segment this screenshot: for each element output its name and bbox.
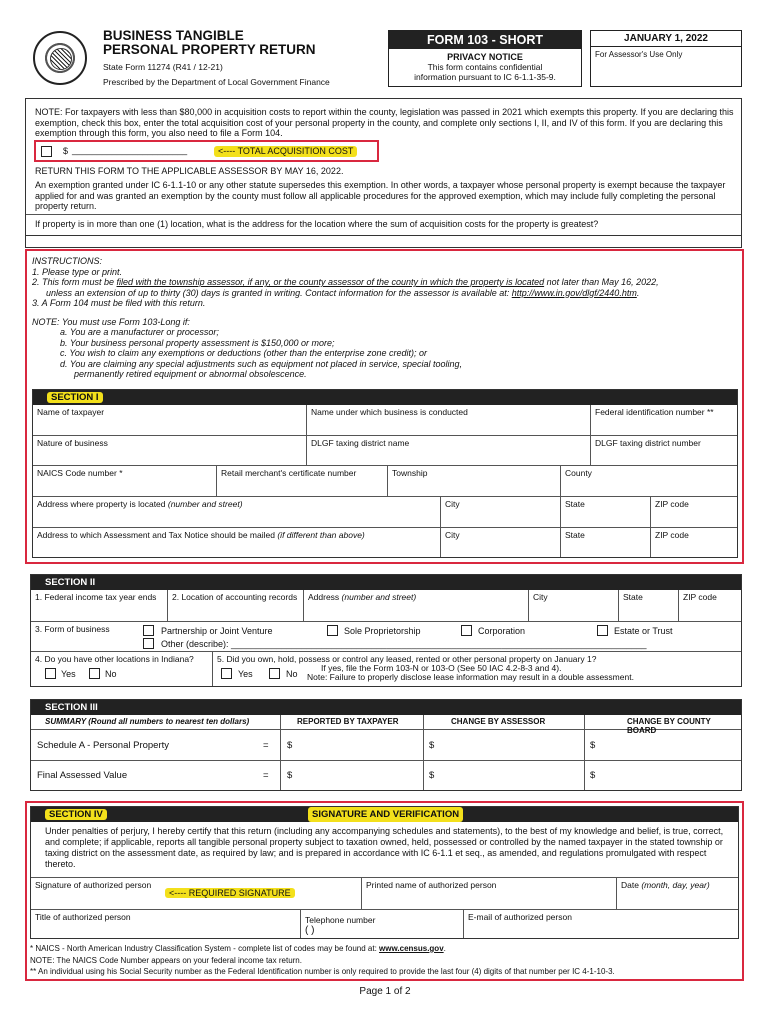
dlgf-link[interactable]: http://www.in.gov/dlgf/2440.htm (511, 287, 637, 298)
email-field[interactable]: E-mail of authorized person (468, 912, 572, 922)
nature-of-business-field[interactable]: Nature of business (33, 436, 307, 466)
form-of-business-row (31, 622, 741, 652)
estate-trust-label: Estate or Trust (614, 626, 673, 636)
instructions (32, 256, 737, 380)
estate-trust-checkbox[interactable] (597, 625, 608, 636)
signature-field[interactable]: Signature of authorized person <---- REQUIRED SIGNATURE (31, 877, 362, 910)
business-name-field[interactable]: Name under which business is conducted (307, 405, 591, 436)
final-assessed-label: Final Assessed Value (37, 770, 128, 781)
location-question: If property is in more than one (1) location, what is the address for the location where the sum of acquisition costs for the property is greatest? (35, 219, 599, 229)
schedule-a-board-field[interactable]: $ (590, 740, 596, 751)
prescribed-by: Prescribed by the Department of Local Government Finance (103, 77, 330, 87)
county-field[interactable]: County (561, 466, 737, 497)
ssn-footnote: ** An individual using his Social Security number as the Federal Identification number is only required to provide the last four (4) digits of that number per IC 4-1-10-3. (30, 967, 615, 976)
instruction-2: 2. This form must be filed with the township assessor, if any, or the county assessor of the county in which the property is located not later than May 16, 2022, (32, 277, 659, 287)
board-header: CHANGE BY COUNTY BOARD (627, 717, 711, 735)
equals-sign: = (263, 770, 269, 781)
form-name: FORM 103 - SHORT (389, 31, 581, 49)
note-c: c. You wish to claim any exemptions or deductions (other than the enterprise zone credit); or (60, 348, 428, 358)
date-box (590, 30, 742, 87)
naics-footnote: * NAICS - North American Industry Classification System - complete list of codes may be found at: www.census.gov. (30, 944, 446, 953)
schedule-a-assessor-field[interactable]: $ (429, 740, 435, 751)
records-state-field[interactable]: State (619, 590, 679, 622)
total-acquisition-cost-label: <---- TOTAL ACQUISITION COST (214, 146, 357, 157)
printed-name-field[interactable]: Printed name of authorized person (362, 877, 617, 910)
township-field[interactable]: Township (388, 466, 561, 497)
accounting-records-field[interactable]: 2. Location of accounting records (168, 590, 304, 622)
section4-table (30, 806, 739, 939)
property-zip-field[interactable]: ZIP code (651, 497, 737, 528)
form-103-long-note: NOTE: You must use Form 103-Long if: (32, 316, 190, 327)
final-board-field[interactable]: $ (590, 770, 596, 781)
leased-disclosure-note: Note: Failure to properly disclose lease information may result in a double assessment. (307, 672, 634, 682)
dollar-sign: $ (63, 146, 69, 156)
privacy-line2: information pursuant to IC 6-1.1-35-9. (414, 72, 556, 82)
mailing-address-field[interactable]: Address to which Assessment and Tax Notice should be mailed (if different than above) (33, 528, 441, 557)
instruction-1: 1. Please type or print. (32, 266, 123, 277)
title-field[interactable]: Title of authorized person (31, 910, 301, 938)
mailing-zip-field[interactable]: ZIP code (655, 530, 689, 540)
other-locations-yes-checkbox[interactable] (45, 668, 56, 679)
privacy-line1: This form contains confidential (427, 62, 543, 72)
retail-certificate-field[interactable]: Retail merchant's certificate number (217, 466, 388, 497)
indiana-state-seal (33, 31, 87, 85)
exemption-checkbox[interactable] (41, 146, 52, 157)
corporation-label: Corporation (478, 626, 526, 636)
acquisition-cost-row (34, 140, 379, 162)
federal-id-field[interactable]: Federal identification number ** (591, 405, 737, 436)
fed-tax-year-field[interactable]: 1. Federal income tax year ends (31, 590, 168, 622)
dlgf-district-name-field[interactable]: DLGF taxing district name (307, 436, 591, 466)
instructions-section1-box (25, 249, 744, 564)
leased-yes-instruction: If yes, file the Form 103-N or 103-O (See 50 IAC 4.2-8-3 and 4). (321, 663, 562, 673)
instructions-title: INSTRUCTIONS: (32, 256, 103, 266)
telephone-field[interactable]: Telephone number ( ) (301, 910, 464, 938)
final-assessor-field[interactable]: $ (429, 770, 435, 781)
section3-column-headers (31, 715, 741, 735)
dlgf-district-number-field[interactable]: DLGF taxing district number (591, 436, 737, 466)
signature-verification-title: SIGNATURE AND VERIFICATION (308, 807, 463, 822)
section2-header: SECTION II (31, 575, 741, 590)
census-link[interactable]: www.census.gov (379, 944, 444, 953)
page-number: Page 1 of 2 (359, 986, 411, 997)
note-d: d. You are claiming any special adjustments such as equipment not placed in service, special tooling, (60, 358, 463, 369)
partnership-checkbox[interactable] (143, 625, 154, 636)
no-label: No (286, 669, 298, 679)
records-address-field[interactable]: Address (number and street) (304, 590, 529, 622)
section3-header: SECTION III (31, 700, 741, 715)
section1-header: SECTION I (33, 390, 737, 405)
final-assessed-row (31, 761, 741, 790)
section2-table (30, 574, 742, 687)
perjury-statement: Under penalties of perjury, I hereby certify that this return (including any accompanying schedules and statements), to the best of my knowledge and belief, is true, correct, and complete; if applicable, reports all tangible personal property subject to taxation owned, held, possessed or controlled by the named taxpayer in the stated township or taxing district on the assessment date, as required by law; and is prepared in accordance with IC 6-1.1 et seq., as amended, and regulations promulgated with respect thereto. (45, 826, 724, 869)
assessor-header: CHANGE BY ASSESSOR (451, 717, 546, 726)
leased-property-row (213, 652, 741, 686)
assessment-date: JANUARY 1, 2022 (591, 31, 741, 47)
privacy-title: PRIVACY NOTICE (447, 52, 523, 62)
other-locations-question: 4. Do you have other locations in Indiana? (35, 654, 194, 664)
sole-proprietorship-checkbox[interactable] (327, 625, 338, 636)
records-zip-field[interactable]: ZIP code (679, 590, 741, 622)
location-answer-field[interactable] (25, 236, 742, 248)
note-box (25, 98, 742, 236)
equals-sign: = (263, 740, 269, 751)
state-form-number: State Form 11274 (R41 / 12-21) (103, 62, 223, 72)
mailing-city-field[interactable]: City (441, 528, 561, 557)
exemption-note: NOTE: For taxpayers with less than $80,000 in acquisition costs to report within the county, legislation was passed in 2021 which exempts this property. If you are declaring this exemption, check this box, enter the total acquisition cost of your personal property in the county, and complete only sections I, II, and IV of this form. If you are declaring this exemption through this form, you also need to file a Form 104. (35, 107, 734, 138)
return-by-date: RETURN THIS FORM TO THE APPLICABLE ASSESSOR BY MAY 16, 2022. (35, 166, 344, 176)
property-city-field[interactable]: City (441, 497, 561, 528)
property-address-field[interactable]: Address where property is located (number and street) (33, 497, 441, 528)
corporation-checkbox[interactable] (461, 625, 472, 636)
schedule-a-row (31, 730, 741, 761)
exemption-supersede-text: An exemption granted under IC 6-1.1-10 or any other statute supersedes this exemption. In other words, a taxpayer whose personal property is exempt because the taxpayer applied for and was granted an exemption by the county must follow all applicable procedures for the approved exemption, which may include fully completing the personal property return. (35, 180, 726, 211)
section4-box (25, 801, 744, 981)
schedule-a-label: Schedule A - Personal Property (37, 740, 170, 751)
form-of-business-label: 3. Form of business (35, 624, 110, 634)
leased-yes-checkbox[interactable] (221, 668, 232, 679)
schedule-a-reported-field[interactable]: $ (287, 740, 293, 751)
records-city-field[interactable]: City (529, 590, 619, 622)
leased-no-checkbox[interactable] (269, 668, 280, 679)
yes-label: Yes (61, 669, 76, 679)
property-state-field[interactable]: State (561, 497, 651, 528)
assessor-use-label: For Assessor's Use Only (595, 50, 683, 59)
required-signature-label: <---- REQUIRED SIGNATURE (165, 888, 295, 898)
instruction-3: 3. A Form 104 must be filed with this return. (32, 298, 206, 308)
naics-code-field[interactable]: NAICS Code number * (33, 466, 217, 497)
partnership-label: Partnership or Joint Venture (161, 626, 273, 636)
section4-header: SECTION IV SIGNATURE AND VERIFICATION (31, 807, 738, 822)
summary-header: SUMMARY (Round all numbers to nearest ten dollars) (45, 717, 250, 726)
no-label: No (105, 669, 117, 679)
note-b: b. Your business personal property assessment is $150,000 or more; (60, 337, 335, 348)
form-title: BUSINESS TANGIBLE PERSONAL PROPERTY RETURN (103, 28, 316, 57)
mailing-state-field[interactable]: State (561, 528, 651, 557)
signature-date-field[interactable]: Date (month, day, year) (617, 877, 738, 910)
section1-table (32, 389, 738, 558)
reported-header: REPORTED BY TAXPAYER (297, 717, 399, 726)
final-reported-field[interactable]: $ (287, 770, 293, 781)
other-locations-no-checkbox[interactable] (89, 668, 100, 679)
other-describe-field[interactable]: Other (describe): ___________________________________________________________________________________ (161, 639, 647, 649)
leased-property-question: 5. Did you own, hold, possess or control any leased, rented or other personal property on January 1? (217, 654, 597, 664)
section3-table (30, 699, 742, 791)
other-locations-row (31, 652, 213, 686)
form-id-box (388, 30, 582, 87)
instruction-2b: unless an extension of up to thirty (30) days is granted in writing. Contact information for the assessor is available at: http://www.in.gov/dlgf/2440.htm. (46, 287, 640, 298)
naics-note: NOTE: The NAICS Code Number appears on your federal income tax return. (30, 955, 302, 965)
note-d2: permanently retired equipment or abnormal obsolescence. (74, 369, 307, 379)
yes-label: Yes (238, 669, 253, 679)
sole-proprietorship-label: Sole Proprietorship (344, 626, 421, 636)
acquisition-cost-input[interactable]: _______________________ (72, 145, 188, 155)
taxpayer-name-field[interactable]: Name of taxpayer (33, 405, 307, 436)
footnotes (30, 943, 615, 978)
note-a: a. You are a manufacturer or processor; (60, 327, 219, 337)
other-checkbox[interactable] (143, 638, 154, 649)
